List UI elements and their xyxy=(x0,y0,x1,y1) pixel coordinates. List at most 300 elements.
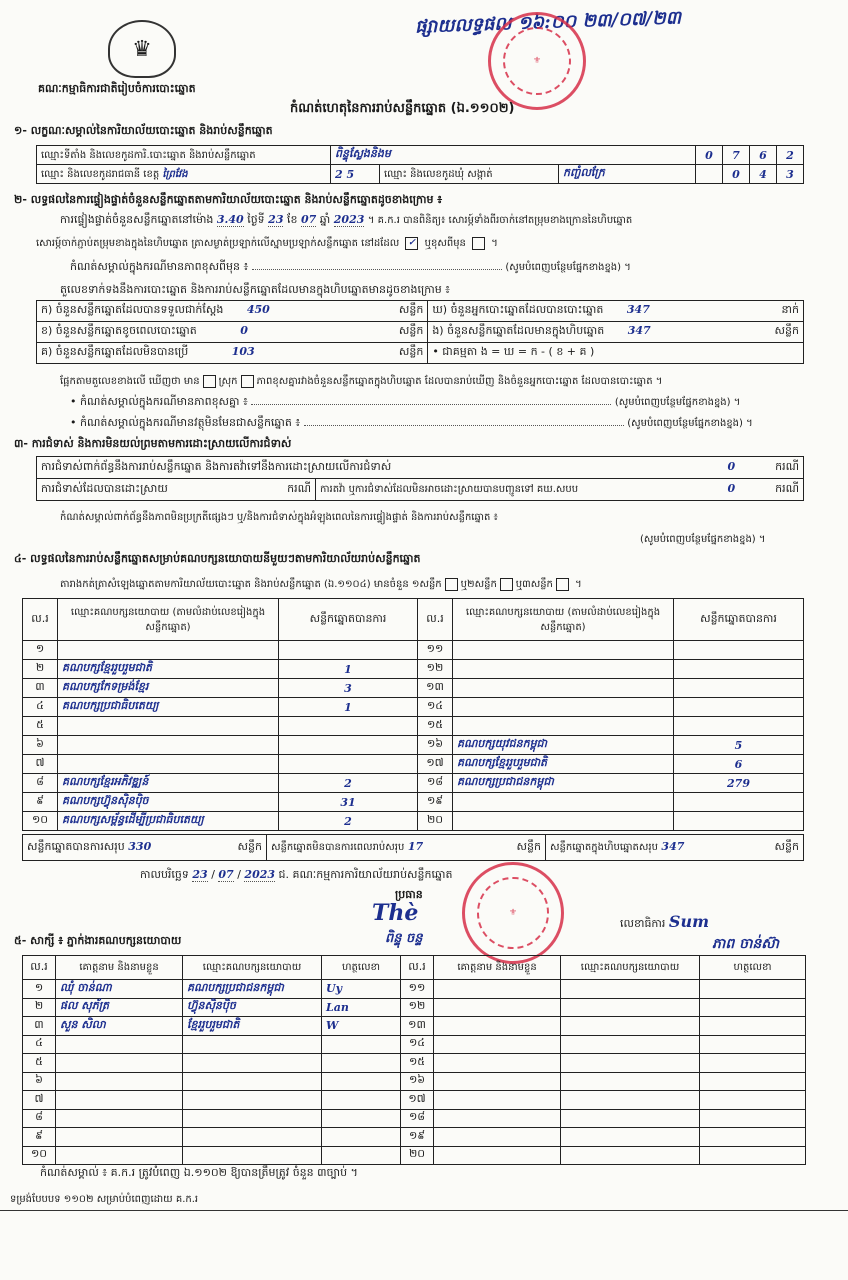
party-name xyxy=(453,698,674,717)
row2-label xyxy=(37,165,331,184)
figures-table xyxy=(36,300,804,364)
checkbox xyxy=(445,578,458,591)
footer-text: ទម្រង់បែបបទ ១១០២ សម្រាប់បំពេញដោយ គ.ក.រ xyxy=(10,1194,199,1205)
date-post: ជ. គណៈកម្មការការិយាល័យរាប់សន្លឹកឆ្នោត xyxy=(278,868,453,881)
vote-count xyxy=(674,660,804,679)
checkbox xyxy=(500,578,513,591)
total-box-value: 347 xyxy=(661,839,685,853)
row-no: ២ xyxy=(23,660,58,679)
bullet-hint: (សូមបំពេញបន្ថែមផ្នែកខាងខ្នង) ។ xyxy=(627,418,753,429)
voters-label: ឃ) ចំនួនអ្នកបោះឆ្នោតដែលបានបោះឆ្នោត xyxy=(432,303,604,316)
code-digit: 3 xyxy=(777,165,804,184)
table-row xyxy=(23,1128,806,1147)
row-no: ១៥ xyxy=(418,717,453,736)
witness-signature: Uy xyxy=(322,980,401,999)
witness-party xyxy=(561,1054,700,1073)
total-invalid-value: 17 xyxy=(407,839,424,853)
table-row xyxy=(23,1072,806,1091)
vote-count xyxy=(674,812,804,831)
vote-count: 6 xyxy=(674,755,804,774)
col-name: គោត្តនាម និងនាមខ្លួន xyxy=(434,956,561,980)
received-value: 450 xyxy=(246,303,270,316)
witness-party xyxy=(561,980,700,999)
verify-post: ។ គ.ក.រ បានពិនិត្យ៖ សោរម្ភ៍ទាំងពីរចាក់នៅតម្រុមខាងក្រោននៃហិបឆ្នោត xyxy=(367,215,633,226)
table-row xyxy=(23,679,804,698)
secretary-name: ភាព ចាន់ស៊ា xyxy=(712,936,780,952)
spoiled-ballots xyxy=(37,322,428,343)
section2-heading: ២- លទ្ធផលនៃការផ្ទៀងផ្ទាត់ចំនួនសន្លឹកឆ្នោតតាមការិយាល័យបោះឆ្នោត និងរាប់សន្លឹកឆ្នោតដូចខាងក្រោម ៖ xyxy=(14,193,443,206)
tally-intro-b: ឬ២សន្លឹក xyxy=(460,579,497,590)
witness-signature xyxy=(700,1128,806,1147)
bullet-foreign-label: • កំណត់សម្គាល់ក្នុងករណីមានវត្ថុមិនមែនជាសន្លឹកឆ្នោត ៖ xyxy=(70,416,301,429)
vote-count: 2 xyxy=(279,774,418,793)
witness-party xyxy=(561,1146,700,1165)
official-stamp-top: ⚜ xyxy=(488,12,586,110)
party-name: គណបក្សយុវជនកម្ពុជា xyxy=(453,736,674,755)
party-name xyxy=(453,793,674,812)
row-no: ១៤ xyxy=(418,698,453,717)
unit: សន្លឹក xyxy=(398,345,424,358)
party-name: គណបក្សប្រជាជនកម្ពុជា xyxy=(453,774,674,793)
bullet-hint: (សូមបំពេញបន្ថែមផ្នែកខាងខ្នង) ។ xyxy=(614,397,741,408)
date-label: កាលបរិច្ឆេទ xyxy=(140,868,189,881)
difference-note-label: កំណត់សម្គាល់ក្នុងករណីមានភាពខុសពីមុន ៖ xyxy=(70,260,249,273)
row-no: ៤ xyxy=(23,1035,56,1054)
witness-name xyxy=(434,1128,561,1147)
row-no: ១៣ xyxy=(418,679,453,698)
voters-voted xyxy=(428,301,804,322)
objection-row1-label: ការជំទាស់ពាក់ព័ន្ធនឹងការរាប់សន្លឹកឆ្នោត និងការតវ៉ាទៅនឹងការដោះស្រាយលើការជំទាស់ xyxy=(41,459,392,473)
unused-label: គ) ចំនួនសន្លឹកឆ្នោតដែលមិនបានប្រើ xyxy=(41,345,189,358)
table-row xyxy=(23,1035,806,1054)
seal-line: សោរម្ភ៍ចាក់ភ្ជាប់តម្រុមខាងក្នុងនៃហិបឆ្នោត ត្រាសម្ងាត់ប្រឡាក់លើស្នាមប្រឡាក់សន្លឹកឆ្នោត នៅដដែល ✓ ឬខុសពីមុន ។ xyxy=(36,237,498,249)
section1-table xyxy=(36,145,804,184)
table-row xyxy=(23,660,804,679)
party-name xyxy=(58,755,279,774)
witness-party xyxy=(183,1109,322,1128)
row-no: ២០ xyxy=(401,1146,434,1165)
bullet-foreign xyxy=(70,416,810,432)
emblem: ♛ xyxy=(108,20,176,78)
voters-value: 347 xyxy=(626,303,650,316)
figures-intro: តួលេខទាក់ទងនឹងការបោះឆ្នោត និងការរាប់សន្លឹកឆ្នោតដែលមានក្នុងហិបឆ្នោតមានដូចខាងក្រោម ៖ xyxy=(60,283,451,296)
ballots-in-box-value: 347 xyxy=(627,324,651,337)
section5-heading: ៥- សាក្សី ៖ ភ្នាក់ងារគណបក្សនយោបាយ xyxy=(14,934,182,947)
code-digit: 5 xyxy=(346,167,355,181)
vote-count: 31 xyxy=(279,793,418,812)
row-no: ៩ xyxy=(23,1128,56,1147)
unused-value: 103 xyxy=(231,345,255,358)
objection-resolved-label: ការជំទាស់ដែលបានដោះស្រាយ xyxy=(41,481,168,495)
row2-label-text: ឈ្មោះ និងលេខកូដរាជធានី ខេត្ត xyxy=(41,168,160,180)
table-row xyxy=(23,736,804,755)
party-name: គណបក្សខ្មែរអភិវឌ្ឍន៍ xyxy=(58,774,279,793)
witness-name xyxy=(56,1091,183,1110)
table-row xyxy=(23,812,804,831)
verification-line xyxy=(60,213,810,229)
witness-party: គណបក្សប្រជាជនកម្ពុជា xyxy=(183,980,322,999)
row-no: ៣ xyxy=(23,1017,56,1036)
witness-name xyxy=(434,1054,561,1073)
official-stamp-bottom: ⚜ xyxy=(462,862,564,964)
witness-signature xyxy=(322,1035,401,1054)
row1-label: ឈ្មោះទីតាំង និងលេខកូដការិ.បោះឆ្នោត និងរាប់សន្លឹកឆ្នោត xyxy=(37,146,331,165)
unit: ករណី xyxy=(775,459,799,473)
witness-party xyxy=(561,1072,700,1091)
secretary-signature: Sum xyxy=(668,912,710,931)
totals-table xyxy=(22,834,804,861)
table-row xyxy=(23,1091,806,1110)
objection-table xyxy=(36,456,804,501)
difference-line-a: ផ្អែកតាមតួលេខខាងលើ ឃើញថា មាន xyxy=(60,376,200,387)
table-row xyxy=(23,641,804,660)
col-party: ឈ្មោះគណបក្សនយោបាយ (តាមលំដាប់លេខរៀងក្នុងសន្លឹកឆ្នោត) xyxy=(58,599,279,641)
row-no: ១២ xyxy=(418,660,453,679)
code-digit: 4 xyxy=(750,165,777,184)
verify-time-label: ការផ្ទៀងផ្ទាត់ចំនួនសន្លឹកឆ្នោតនៅម៉ោង xyxy=(60,213,214,226)
total-box-label: សន្លឹកឆ្នោតក្នុងហិបឆ្នោតសរុប xyxy=(550,841,658,853)
col-votes: សន្លឹកឆ្នោតបានការ xyxy=(674,599,804,641)
witness-signature xyxy=(322,1128,401,1147)
row-no: ៤ xyxy=(23,698,58,717)
objection-forwarded-label: ការតវ៉ា ឬការជំទាស់ដែលមិនអាចដោះស្រាយបានបញ្ជូនទៅ គឃ.សបប xyxy=(320,483,579,495)
vote-count: 1 xyxy=(279,698,418,717)
row-no: ៩ xyxy=(23,793,58,812)
witness-name xyxy=(56,1054,183,1073)
party-name xyxy=(58,736,279,755)
verify-month: 07 xyxy=(300,213,317,226)
table-row xyxy=(23,1146,806,1165)
witness-signature: W xyxy=(322,1017,401,1036)
objection-forwarded-value: 0 xyxy=(727,481,736,495)
seal-text: សោរម្ភ៍ចាក់ភ្ជាប់តម្រុមខាងក្នុងនៃហិបឆ្នោត ត្រាសម្ងាត់ប្រឡាក់លើស្នាមប្រឡាក់សន្លឹកឆ្នោត នៅដដែល xyxy=(36,238,400,249)
col-no: ល.រ xyxy=(401,956,434,980)
table-row xyxy=(23,698,804,717)
row-no: ១៧ xyxy=(401,1091,434,1110)
row-no: ៥ xyxy=(23,1054,56,1073)
party-name xyxy=(453,679,674,698)
checkbox xyxy=(556,578,569,591)
vote-count: 2 xyxy=(279,812,418,831)
vote-count xyxy=(279,736,418,755)
verify-time: 3.40 xyxy=(216,213,244,226)
row1-value: ពិន្ទុស្លែងនិងម xyxy=(331,146,696,165)
unit: សន្លឹក xyxy=(398,303,424,316)
witness-party xyxy=(561,1091,700,1110)
vote-count xyxy=(674,679,804,698)
difference-line-b: ស្រុក xyxy=(218,376,238,387)
party-name xyxy=(453,812,674,831)
row-no: ៧ xyxy=(23,1091,56,1110)
unit: សន្លឹក xyxy=(774,324,799,337)
vote-count xyxy=(674,793,804,812)
witness-name: សួន សិលា xyxy=(56,1017,183,1036)
vote-count xyxy=(279,641,418,660)
witness-name xyxy=(434,1146,561,1165)
table-row xyxy=(23,1109,806,1128)
table-row xyxy=(23,717,804,736)
verify-month-label: ខែ xyxy=(286,213,298,226)
col-no: ល.រ xyxy=(23,599,58,641)
witness-party xyxy=(561,1035,700,1054)
top-handwriting: ផ្សាយលទ្ធផល ១៦:០០ ២៣/០៧/២៣ xyxy=(414,7,682,38)
tally-intro-c: ឬ៣សន្លឹក xyxy=(515,579,553,590)
date-month: 07 xyxy=(218,868,234,881)
witness-name xyxy=(434,1072,561,1091)
bullet-difference xyxy=(70,395,810,411)
party-name xyxy=(58,717,279,736)
unit: នាក់ xyxy=(781,303,799,316)
table-row xyxy=(23,755,804,774)
party-name: គណបក្សសម្ព័ន្ធដើម្បីប្រជាធិបតេយ្យ xyxy=(58,812,279,831)
witness-name xyxy=(56,1146,183,1165)
row-no: ១ xyxy=(23,641,58,660)
formula: • ជាគម្មតា ង = ឃ = ក - ( ខ + គ ) xyxy=(428,343,804,364)
code-digit: 2 xyxy=(777,146,804,165)
total-box xyxy=(546,835,804,861)
commune-value: កញ្ចំលក្រែ xyxy=(559,165,696,184)
witness-party xyxy=(561,998,700,1017)
witness-name xyxy=(434,1017,561,1036)
row-no: ១៤ xyxy=(401,1035,434,1054)
row-no: ១៩ xyxy=(401,1128,434,1147)
witness-name: ឈុំ ចាន់ណា xyxy=(56,980,183,999)
row-no: ១១ xyxy=(418,641,453,660)
row-no: ២ xyxy=(23,998,56,1017)
party-name xyxy=(58,641,279,660)
witness-signature xyxy=(700,1035,806,1054)
witness-signature xyxy=(700,1054,806,1073)
vote-count: 5 xyxy=(674,736,804,755)
witness-signature xyxy=(700,980,806,999)
witness-name: ផល សុភ័ត្រ xyxy=(56,998,183,1017)
unit: សន្លឹក xyxy=(774,839,799,853)
party-name: គណបក្សហ៊្វុនស៊ិនប៉ិច xyxy=(58,793,279,812)
witness-signature xyxy=(700,1072,806,1091)
province-value: ព្រៃវែង xyxy=(162,168,188,180)
ballots-in-box-label: ង) ចំនួនសន្លឹកឆ្នោតដែលមានក្នុងហិបឆ្នោត xyxy=(432,324,605,337)
witness-signature xyxy=(322,1109,401,1128)
code-digit: 2 xyxy=(335,167,343,181)
vote-count: 279 xyxy=(674,774,804,793)
col-sign: ហត្ថលេខា xyxy=(700,956,806,980)
witness-signature xyxy=(700,1146,806,1165)
checkbox xyxy=(241,375,254,388)
witness-signature xyxy=(322,1054,401,1073)
objection-row1-value: 0 xyxy=(727,459,736,473)
code-digit: 7 xyxy=(723,146,750,165)
witness-signature: Lan xyxy=(322,998,401,1017)
row-no: ១៦ xyxy=(401,1072,434,1091)
party-name xyxy=(453,717,674,736)
section1-heading: ១- លក្ខណៈសម្គាល់នៃការិយាល័យបោះឆ្នោត និងរាប់សន្លឹកឆ្នោត xyxy=(14,124,273,137)
verify-year-label: ឆ្នាំ xyxy=(319,213,331,226)
witness-table xyxy=(22,955,806,1165)
row-no: ៨ xyxy=(23,1109,56,1128)
row-no: ៥ xyxy=(23,717,58,736)
unused-ballots xyxy=(37,343,428,364)
witness-name xyxy=(434,998,561,1017)
vote-count: 3 xyxy=(279,679,418,698)
unit: សន្លឹក xyxy=(398,324,424,337)
row-no: ៦ xyxy=(23,736,58,755)
vote-count xyxy=(279,717,418,736)
tally-intro: តារាងកត់ត្រាសំឡេងឆ្នោតតាមការិយាល័យបោះឆ្នោត និងរាប់សន្លឹកឆ្នោត (ឯ.១១០៤) មានចំនួន ១សន្លឹក ឬ២សន្លឹក ឬ៣សន្លឹក ។ xyxy=(60,579,582,590)
row-no: ៨ xyxy=(23,774,58,793)
witness-signature xyxy=(700,1017,806,1036)
witness-name xyxy=(56,1035,183,1054)
row-no: ៦ xyxy=(23,1072,56,1091)
difference-line xyxy=(60,374,662,389)
vote-count xyxy=(279,755,418,774)
col-no: ល.រ xyxy=(23,956,56,980)
col-party: ឈ្មោះគណបក្សនយោបាយ xyxy=(561,956,700,980)
code-digit: 0 xyxy=(723,165,750,184)
row-no: ១៣ xyxy=(401,1017,434,1036)
row-no: ១០ xyxy=(23,812,58,831)
date-year: 2023 xyxy=(244,868,276,881)
vote-count xyxy=(674,698,804,717)
difference-line-c: ភាពខុសគ្នារវាងចំនួនសន្លឹកឆ្នោតក្នុងហិបឆ្នោត ដែលបានរាប់ឃើញ និងចំនួនអ្នកបោះឆ្នោត ដែលបានបោះឆ្នោត ។ xyxy=(256,376,663,387)
col-party: ឈ្មោះគណបក្សនយោបាយ (តាមលំដាប់លេខរៀងក្នុងសន្លឹកឆ្នោត) xyxy=(453,599,674,641)
tally-intro-a: តារាងកត់ត្រាសំឡេងឆ្នោតតាមការិយាល័យបោះឆ្នោត និងរាប់សន្លឹកឆ្នោត (ឯ.១១០៤) មានចំនួន ១សន្លឹក xyxy=(60,579,442,590)
section3-heading: ៣- ការជំទាស់ និងការមិនយល់ព្រមតាមការដោះស្រាយលើការជំទាស់ xyxy=(14,437,292,450)
table-row xyxy=(23,774,804,793)
spoiled-value: 0 xyxy=(240,324,248,337)
witness-signature xyxy=(322,1072,401,1091)
witness-party: ខ្មែររួបរួមជាតិ xyxy=(183,1017,322,1036)
vote-count xyxy=(674,641,804,660)
spoiled-label: ខ) ចំនួនសន្លឹកឆ្នោតខូចពេលបោះឆ្នោត xyxy=(41,324,197,337)
witness-name xyxy=(434,980,561,999)
party-name: គណបក្សខ្មែររួបរួមជាតិ xyxy=(453,755,674,774)
witness-party xyxy=(561,1109,700,1128)
witness-name xyxy=(434,1091,561,1110)
chair-name: ពិន្ទុ ចន្ទ xyxy=(385,931,423,946)
witness-signature xyxy=(700,1091,806,1110)
row-no: ៣ xyxy=(23,679,58,698)
witness-name xyxy=(434,1035,561,1054)
total-valid-label: សន្លឹកឆ្នោតបានការសរុប xyxy=(27,839,125,853)
changed-label: ឬខុសពីមុន xyxy=(424,238,466,249)
changed-checkbox xyxy=(472,237,485,250)
row-no: ៧ xyxy=(23,755,58,774)
party-name: គណបក្សកែទម្រង់ខ្មែរ xyxy=(58,679,279,698)
objection-note-hint: (សូមបំពេញបន្ថែមផ្នែកខាងខ្នង) ។ xyxy=(640,534,766,545)
results-table xyxy=(22,598,804,831)
row-no: ១២ xyxy=(401,998,434,1017)
party-name xyxy=(453,660,674,679)
witness-party xyxy=(561,1128,700,1147)
party-name: គណបក្សខ្មែររួបរួមជាតិ xyxy=(58,660,279,679)
table-row xyxy=(23,1017,806,1036)
total-invalid xyxy=(267,835,546,861)
chair-signature: Thè xyxy=(372,900,419,926)
code-digit: 0 xyxy=(696,146,723,165)
col-party: ឈ្មោះគណបក្សនយោបាយ xyxy=(183,956,322,980)
date-line: កាលបរិច្ឆេទ 23 / 07 / 2023 ជ. គណៈកម្មការការិយាល័យរាប់សន្លឹកឆ្នោត xyxy=(140,868,453,881)
total-valid xyxy=(23,835,267,861)
verify-year: 2023 xyxy=(333,213,365,226)
table-row xyxy=(23,1054,806,1073)
section4-heading: ៤- លទ្ធផលនៃការរាប់សន្លឹកឆ្នោតសម្រាប់គណបក្សនយោបាយនីមួយៗតាមការិយាល័យរាប់សន្លឹកឆ្នោត xyxy=(14,552,421,565)
witness-signature xyxy=(322,1146,401,1165)
row-no: ១ xyxy=(23,980,56,999)
objection-resolved xyxy=(37,479,316,501)
form-title: កំណត់ហេតុនៃការរាប់សន្លឹកឆ្នោត (ឯ.១១០២) xyxy=(290,101,515,116)
col-votes: សន្លឹកឆ្នោតបានការ xyxy=(279,599,418,641)
unit: សន្លឹក xyxy=(516,839,541,853)
total-valid-value: 330 xyxy=(128,839,152,853)
row-no: ១១ xyxy=(401,980,434,999)
witness-party xyxy=(561,1017,700,1036)
objection-row1 xyxy=(37,457,804,479)
vote-count xyxy=(674,717,804,736)
row-no: ១៨ xyxy=(418,774,453,793)
party-name: គណបក្សប្រជាធិបតេយ្យ xyxy=(58,698,279,717)
objection-forwarded xyxy=(316,479,804,501)
row-no: ២០ xyxy=(418,812,453,831)
witness-party xyxy=(183,1054,322,1073)
witness-party xyxy=(183,1072,322,1091)
table-row xyxy=(23,793,804,812)
row-no: ១៨ xyxy=(401,1109,434,1128)
col-name: គោត្តនាម និងនាមខ្លួន xyxy=(56,956,183,980)
col-no: ល.រ xyxy=(418,599,453,641)
verify-day: 23 xyxy=(268,213,284,226)
witness-name xyxy=(56,1128,183,1147)
received-ballots xyxy=(37,301,428,322)
secretary-label xyxy=(620,912,709,933)
witness-party xyxy=(183,1035,322,1054)
difference-note xyxy=(70,260,810,276)
row-no: ១៧ xyxy=(418,755,453,774)
witness-signature xyxy=(322,1091,401,1110)
final-note: កំណត់សម្គាល់ ៖ គ.ក.រ ត្រូវបំពេញ ឯ.១១០២ ឱ្យបានត្រឹមត្រូវ ចំនួន ៣ច្បាប់ ។ xyxy=(40,1166,358,1179)
row-no: ១៩ xyxy=(418,793,453,812)
witness-party: ហ៊្វុនស៊ិនប៉ិច xyxy=(183,998,322,1017)
table-row xyxy=(23,998,806,1017)
vote-count: 1 xyxy=(279,660,418,679)
date-day: 23 xyxy=(192,868,208,881)
party-name xyxy=(453,641,674,660)
code-digit: 6 xyxy=(750,146,777,165)
commission-name: គណៈកម្មាធិការជាតិរៀបចំការបោះឆ្នោត xyxy=(38,82,196,95)
witness-party xyxy=(183,1128,322,1147)
ballots-in-box xyxy=(428,322,804,343)
witness-party xyxy=(183,1091,322,1110)
unchanged-checkbox: ✓ xyxy=(405,237,418,250)
bullet-difference-label: • កំណត់សម្គាល់ក្នុងករណីមានភាពខុសគ្នា ៖ xyxy=(70,395,248,408)
difference-note-hint: (សូមបំពេញបន្ថែមផ្នែកខាងខ្នង) ។ xyxy=(505,262,631,273)
row-no: ១៥ xyxy=(401,1054,434,1073)
secretary-label-text: លេខាធិការ xyxy=(620,917,666,930)
witness-name xyxy=(56,1072,183,1091)
row-no: ១០ xyxy=(23,1146,56,1165)
witness-party xyxy=(183,1146,322,1165)
received-label: ក) ចំនួនសន្លឹកឆ្នោតដែលបានទទួលជាក់ស្តែង xyxy=(41,303,224,316)
objection-note: កំណត់សម្គាល់ពាក់ព័ន្ធនឹងភាពមិនប្រក្រតីផ្សេងៗ ឬ/និងការជំទាស់ក្នុងអំឡុងពេលនៃការផ្ទៀងផ្ទាត់ និងការរាប់សន្លឹកឆ្នោត ៖ xyxy=(60,512,498,523)
chair-label: ប្រធាន xyxy=(395,888,423,901)
province-code xyxy=(331,165,380,184)
unit: ករណី xyxy=(287,481,311,495)
footer-divider xyxy=(0,1210,848,1211)
witness-signature xyxy=(700,998,806,1017)
table-row xyxy=(23,980,806,999)
witness-signature xyxy=(700,1109,806,1128)
witness-name xyxy=(56,1109,183,1128)
unit: សន្លឹក xyxy=(237,839,262,853)
